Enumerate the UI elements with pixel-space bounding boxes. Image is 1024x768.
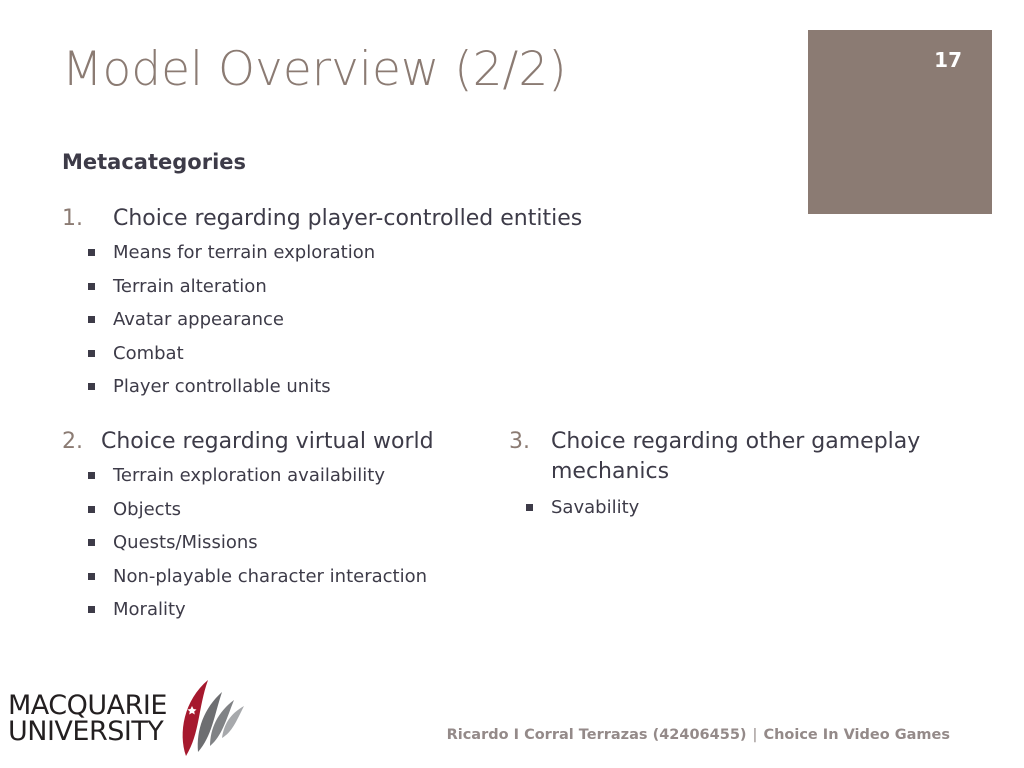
footer-topic: Choice In Video Games: [763, 727, 950, 743]
square-bullet-icon: [88, 472, 95, 479]
slide-number-box: [808, 30, 992, 214]
square-bullet-icon: [88, 316, 95, 323]
list-item: [88, 303, 762, 337]
footer-separator: |: [752, 727, 758, 743]
macquarie-lighthouse-icon: [178, 678, 250, 758]
list-item: [88, 593, 482, 627]
bullet-text: Savability: [551, 497, 640, 518]
logo-wordmark-line2: UNIVERSITY: [8, 716, 164, 747]
square-bullet-icon: [88, 350, 95, 357]
bullet-text: Morality: [113, 599, 186, 620]
section-number: 2.: [62, 429, 83, 454]
bullet-list: [88, 236, 762, 404]
bullet-text: Non-playable character interaction: [113, 565, 428, 587]
square-bullet-icon: [88, 606, 95, 613]
footer: [447, 727, 950, 743]
list-item: [88, 270, 762, 304]
section-heading: [509, 427, 979, 487]
section-heading-text: Choice regarding other gameplay mechanics: [551, 429, 921, 484]
bullet-list: [526, 491, 979, 525]
slide-number: 17: [934, 48, 962, 72]
square-bullet-icon: [88, 383, 95, 390]
square-bullet-icon: [88, 573, 95, 580]
list-item: [526, 491, 979, 525]
logo-wordmark-line1: MACQUARIE: [8, 690, 167, 721]
section-1: [62, 204, 762, 404]
list-item: [88, 370, 762, 404]
square-bullet-icon: [526, 504, 533, 511]
section-heading: [62, 427, 482, 457]
bullet-text: Objects: [113, 498, 182, 520]
bullet-text: Terrain alteration: [113, 275, 267, 297]
list-item: [88, 236, 762, 270]
slide-title: Model Overview (2/2): [62, 42, 567, 97]
bullet-text: Avatar appearance: [113, 309, 284, 330]
section-subheading: Metacategories: [62, 150, 247, 174]
bullet-text: Player controllable units: [113, 376, 331, 397]
square-bullet-icon: [88, 506, 95, 513]
list-item: [88, 560, 482, 594]
bullet-text: Quests/Missions: [113, 532, 258, 553]
section-2: [62, 427, 482, 627]
macquarie-university-logo: [8, 678, 248, 758]
list-item: [88, 493, 482, 527]
square-bullet-icon: [88, 249, 95, 256]
bullet-text: Combat: [113, 342, 184, 364]
bullet-text: Terrain exploration availability: [113, 465, 386, 486]
list-item: [88, 526, 482, 560]
list-item: [88, 337, 762, 371]
section-3: [509, 427, 979, 525]
section-number: 3.: [509, 429, 530, 454]
list-item: [88, 459, 482, 493]
footer-author: Ricardo I Corral Terrazas (42406455): [446, 727, 747, 743]
square-bullet-icon: [88, 283, 95, 290]
section-heading: [62, 204, 762, 234]
bullet-list: [88, 459, 482, 627]
section-heading-text: Choice regarding player-controlled entities: [113, 206, 583, 231]
section-heading-text: Choice regarding virtual world: [101, 429, 434, 454]
square-bullet-icon: [88, 539, 95, 546]
bullet-text: Means for terrain exploration: [113, 242, 376, 263]
section-number: 1.: [62, 206, 83, 231]
